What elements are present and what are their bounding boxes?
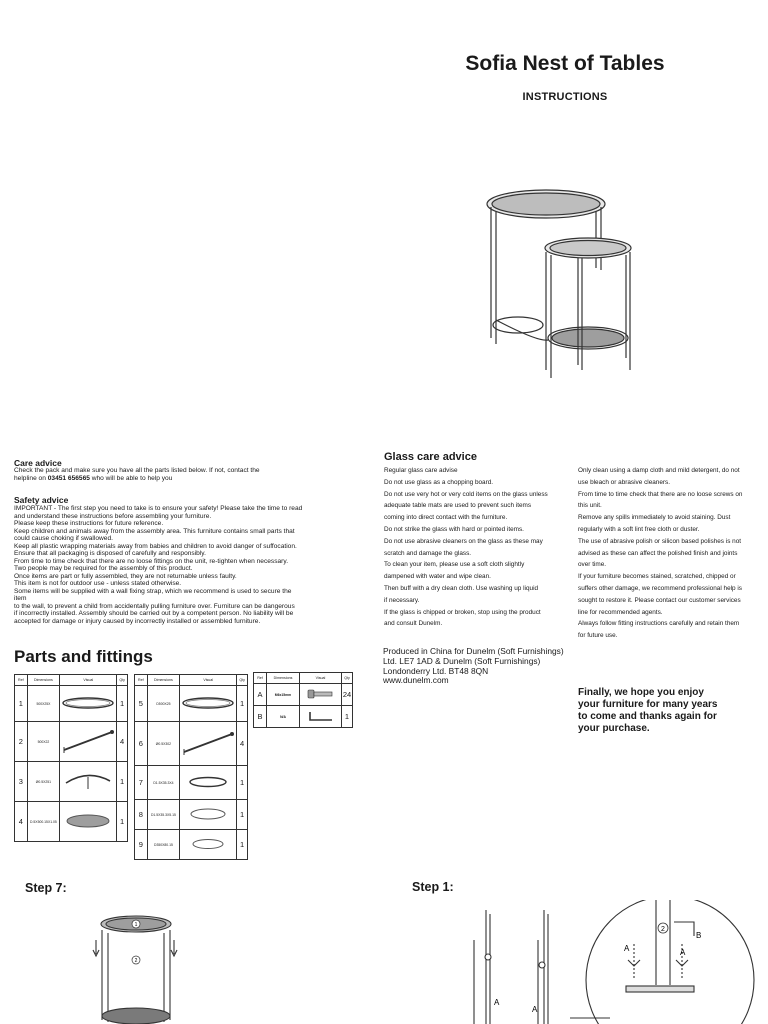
part-ref: 4 [15, 802, 28, 842]
page-subtitle: INSTRUCTIONS [522, 91, 608, 103]
part-qty: 4 [117, 722, 128, 762]
step-1-illustration [460, 900, 760, 1024]
glass-care-column-1: Regular glass care advise Do not use glass as a chopping board. Do not use very hot or very cold items on the glass unless adequate table mats are used to prevent such items coming into direct contact with the furniture. Do not strike the glass with hard or pointed items. Do not use abrasive cleaners on the glass as these may scratch and damage the glass. To clean your item, please use a soft cloth slightly dampened with water and wipe clean. Then buff with a dry clean cloth. Use washing up liquid if necessary. If the glass is chipped or broken, stop using the product and consult Dunelm. [384, 467, 548, 628]
table-row [135, 722, 248, 766]
page-title: Sofia Nest of Tables [465, 52, 665, 75]
part-ref: 1 [15, 686, 28, 722]
table-row [254, 684, 353, 706]
table-row [15, 762, 128, 802]
part-ref: 3 [15, 762, 28, 802]
part-dimensions: D1.5X35.3X5.15 [147, 800, 180, 830]
table-row [135, 686, 248, 722]
step-1-heading: Step 1: [412, 880, 454, 894]
callout-a-right: A [680, 948, 686, 957]
part-visual [300, 706, 342, 728]
helpline-number: 03451 656565 [47, 474, 90, 482]
step-7-callout-2 [132, 956, 140, 964]
part-ref: 2 [15, 722, 28, 762]
part-dimensions: 500X22 [27, 722, 60, 762]
bolt-icon [306, 688, 336, 700]
part-dimensions: M6x15mm [267, 684, 300, 706]
table-row [135, 800, 248, 830]
manufacturer-info: Produced in China for Dunelm (Soft Furnishings) Ltd. LE7 1AD & Dunelm (Soft Furnishings) Londonderry Ltd. BT48 8QN www.dunelm.com [383, 646, 564, 686]
dimensions-header: Dimensions [147, 675, 180, 686]
part-visual [180, 686, 237, 722]
closing-message: Finally, we hope you enjoy your furniture for many years to come and thanks again for your purchase. [578, 687, 718, 734]
table-row [135, 766, 248, 800]
part-visual [300, 684, 342, 706]
part-dimensions: D.5X500.15X1.05 [27, 802, 60, 842]
qty-header: Qty [237, 675, 248, 686]
table-row [254, 706, 353, 728]
callout-a-leg-2: A [532, 1005, 538, 1014]
curved-rail-icon [60, 769, 116, 793]
table-row [15, 686, 128, 722]
part-dimensions: D350X80.15 [147, 830, 180, 860]
part-qty: 24 [342, 684, 353, 706]
qty-header: Qty [342, 673, 353, 684]
part-dimensions: D500X25 [147, 686, 180, 722]
nest-of-tables-illustration [478, 180, 648, 390]
care-advice-text [14, 467, 364, 482]
glass-top-icon [60, 813, 116, 829]
part-visual [180, 766, 237, 800]
safety-advice-text: IMPORTANT - The first step you need to take is to ensure your safety! Please take the time to read and understand these instructions before assembling your furniture. Please keep these instructions for future reference. Keep children and animals away from the assembly area. This furniture contains small parts that could cause choking if swallowed. Keep all plastic wrapping materials away from babies and children to avoid danger of suffocation. Ensure that all packaging is disposed of carefully and responsibly. From time to time check that there are no loose fittings on the unit, re-tighten when necessary. Two people may be required for the assembly of this product. Once items are part or fully assembled, they are not returnable unless faulty. This item is not for outdoor use - unless stated otherwise. Some items will be supplied with a wall fixing strap, which we recommend is used to secure the item to the wall, to prevent a child from accidentally pulling furniture over. Furniture can be dangerous if incorrectly installed. Assembly should be carried out by a competent person. No liability will be accepted for damage or injury caused by incorrectly installed or assembled furniture. [14, 505, 303, 625]
visual-header: Visual [180, 675, 237, 686]
callout-b: B [696, 931, 702, 940]
callout-label: 2 [134, 958, 138, 964]
visual-header: Visual [60, 675, 117, 686]
callout-a-left: A [624, 944, 630, 953]
part-qty: 1 [237, 766, 248, 800]
fittings-table [253, 672, 353, 728]
safety-advice-heading: Safety advice [14, 495, 69, 505]
parts-table-2 [134, 674, 248, 860]
parts-table-1 [14, 674, 128, 842]
leg-icon [180, 730, 236, 756]
table-row [15, 802, 128, 842]
table-row [135, 830, 248, 860]
dimensions-header: Dimensions [27, 675, 60, 686]
frame-ring-icon [180, 695, 236, 711]
leg-icon [60, 728, 116, 754]
part-ref: 6 [135, 722, 148, 766]
care-advice-heading: Care advice [14, 458, 62, 468]
dimensions-header: Dimensions [267, 673, 300, 684]
part-ref: 5 [135, 686, 148, 722]
part-visual [180, 830, 237, 860]
part-dimensions: D1.5X35.3X4 [147, 766, 180, 800]
part-ref: 7 [135, 766, 148, 800]
part-ref: B [254, 706, 267, 728]
part-dimensions: Ø0.5X251 [27, 762, 60, 802]
part-qty: 4 [237, 722, 248, 766]
callout-label: 1 [134, 922, 138, 928]
care-advice-text-end: who will be able to help you [89, 474, 173, 482]
part-dimensions: Ø0.5X302 [147, 722, 180, 766]
part-ref: 9 [135, 830, 148, 860]
care-advice-text-start: Check the pack and make sure you have all the parts listed below. If not, contact the helpline on [14, 467, 260, 482]
part-dimensions: N/A [267, 706, 300, 728]
ref-header: Ref [135, 675, 148, 686]
glass-care-column-2: Only clean using a damp cloth and mild detergent, do not use bleach or abrasive cleaners. From time to time check that there are no loose screws on this unit. Remove any spills immediately to avoid staining. Dust regularly with a soft lint free cloth or duster. The use of abrasive polish or silicon based polishes is not advised as these can affect the polished finish and joints over time. If your furniture becomes stained, scratched, chipped or suffers other damage, we recommend professional help is sought to restore it. Please contact our customer services line for recommended agents. Always follow fitting instructions carefully and retain them for future use. [578, 467, 743, 640]
ref-header: Ref [254, 673, 267, 684]
glass-care-heading: Glass care advice [384, 451, 477, 463]
part-visual [180, 800, 237, 830]
part-ref: 8 [135, 800, 148, 830]
part-qty: 1 [117, 762, 128, 802]
step-7-callout-1 [132, 920, 140, 928]
part-qty: 1 [117, 802, 128, 842]
frame-ring-icon [60, 695, 116, 711]
part-visual [180, 722, 237, 766]
step-1-callout-2 [658, 923, 668, 933]
ref-header: Ref [15, 675, 28, 686]
glass-shelf-icon [180, 807, 236, 821]
part-visual [60, 762, 117, 802]
glass-shelf-icon [180, 837, 236, 851]
step-7-heading: Step 7: [25, 881, 67, 895]
part-visual [60, 686, 117, 722]
part-qty: 1 [117, 686, 128, 722]
callout-a-leg-1: A [494, 998, 500, 1007]
part-visual [60, 722, 117, 762]
part-dimensions: 500X25X [27, 686, 60, 722]
allen-key-icon [306, 709, 336, 723]
step-7-illustration [88, 910, 188, 1024]
part-qty: 1 [237, 830, 248, 860]
table-row [15, 722, 128, 762]
part-visual [60, 802, 117, 842]
part-ref: A [254, 684, 267, 706]
part-qty: 1 [237, 800, 248, 830]
part-qty: 1 [342, 706, 353, 728]
small-ring-icon [180, 775, 236, 789]
part-qty: 1 [237, 686, 248, 722]
visual-header: Visual [300, 673, 342, 684]
callout-label: 2 [661, 926, 665, 933]
parts-and-fittings-heading: Parts and fittings [14, 647, 153, 666]
qty-header: Qty [117, 675, 128, 686]
